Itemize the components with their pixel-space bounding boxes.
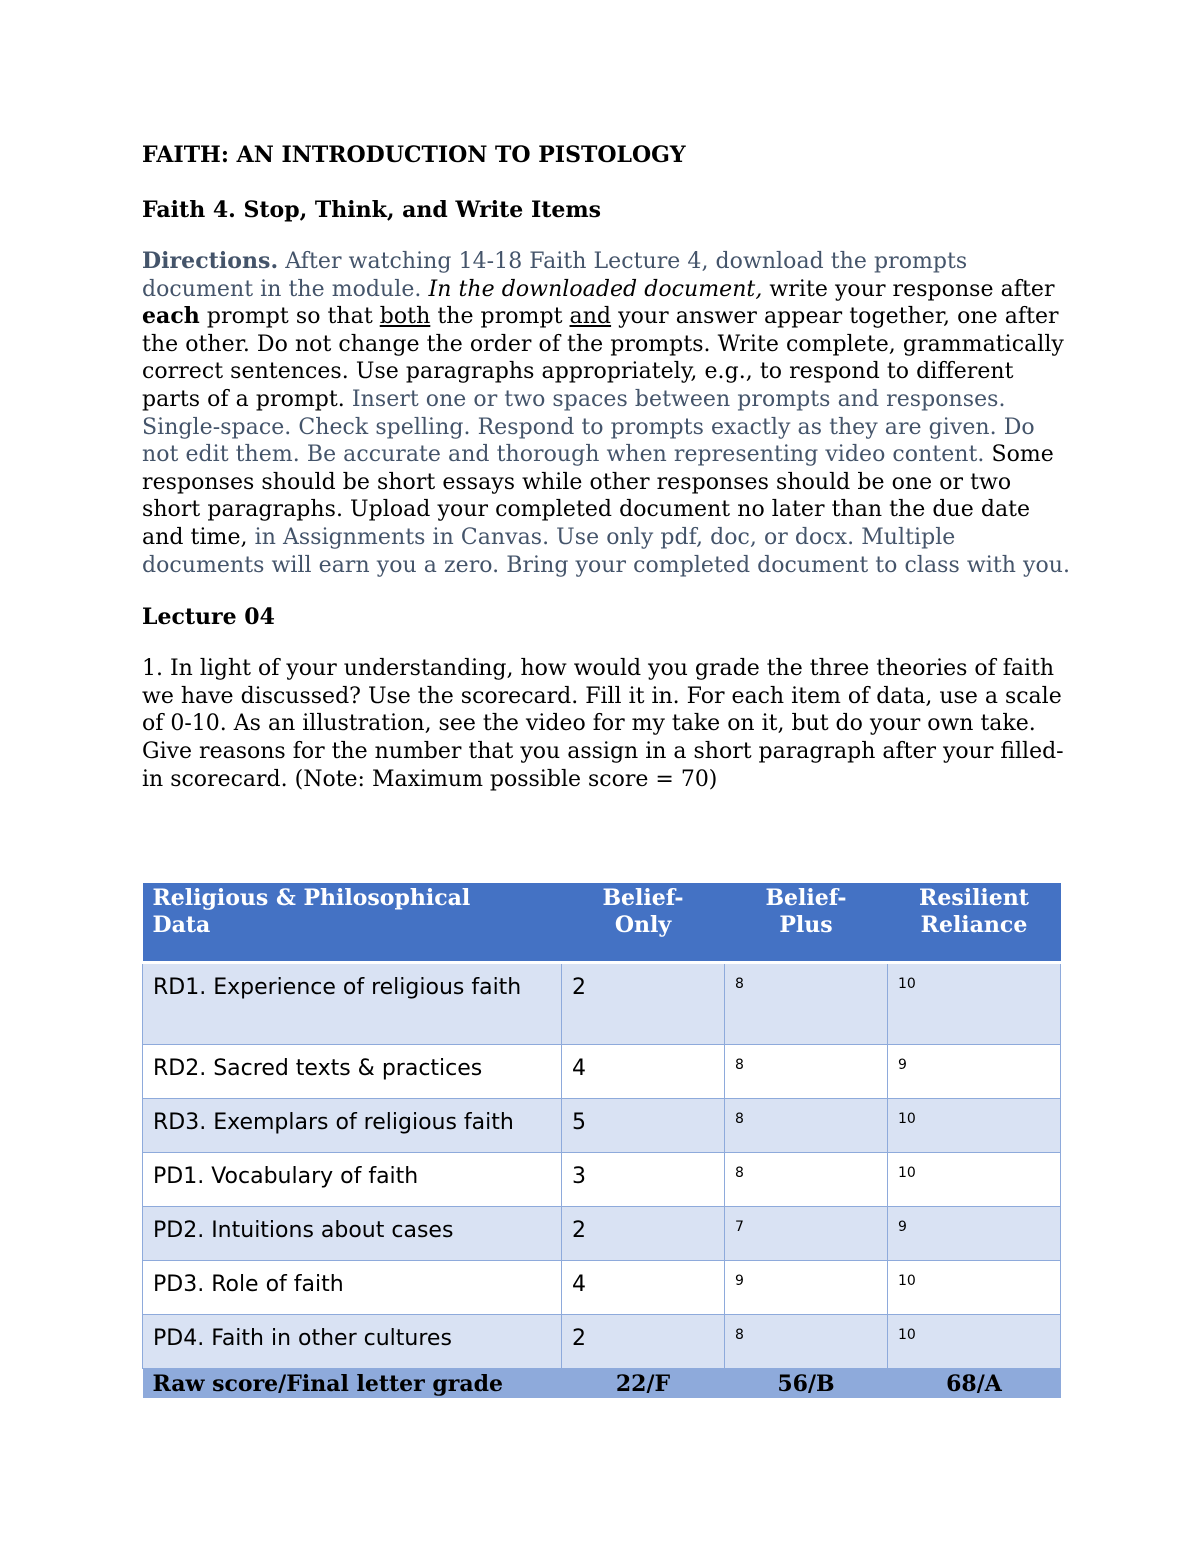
directions-text-7: the prompt xyxy=(430,304,570,330)
scorecard-table xyxy=(142,883,1061,1398)
belief-only-score: 2 xyxy=(562,962,725,1044)
belief-only-score: 4 xyxy=(562,1044,725,1098)
table-row xyxy=(143,1044,1061,1098)
question-1: 1. In light of your understanding, how would you grade the three theories of faith we have discussed? Use the scorecard. Fill it in. For each item of data, use a scale of 0-10. As an illustration, see the video for my take on it, but do your own take. Give reasons for the number that you assign in a short paragraph after your filled-in scorecard. (Note: Maximum possible score = 70) xyxy=(142,656,1064,792)
directions-text-12: in Assignments in Canvas. Use only pdf, doc, or docx. Multiple documents will earn you a zero. Bring your completed document to class with you. xyxy=(142,524,1071,578)
row-label: PD2. Intuitions about cases xyxy=(143,1206,562,1260)
directions-text-1: After watching 14-18 Faith Lecture 4, download the prompts document in the module. xyxy=(142,249,968,302)
total-belief-only: 22/F xyxy=(562,1368,725,1398)
header-belief-plus-line-2: Plus xyxy=(779,912,833,938)
row-label: PD4. Faith in other cultures xyxy=(143,1314,562,1368)
belief-only-score: 5 xyxy=(562,1098,725,1152)
total-resilient-reliance: 68/A xyxy=(888,1368,1061,1398)
header-belief-only xyxy=(562,883,725,962)
header-belief-plus-line-1: Belief- xyxy=(765,885,847,911)
directions-text-11: Some responses should be short essays while other responses should be one or two short paragraphs. Upload your completed document no later than the due date and time, xyxy=(142,442,1054,550)
resilient-reliance-score: 10 xyxy=(888,1152,1061,1206)
table-row xyxy=(143,1098,1061,1152)
table-row xyxy=(143,962,1061,1044)
directions-text-2: In the downloaded document, xyxy=(428,276,763,302)
belief-only-score: 3 xyxy=(562,1152,725,1206)
directions-text-4: each xyxy=(142,303,200,330)
row-label: RD2. Sacred texts & practices xyxy=(143,1044,562,1098)
header-resilient-reliance-line-1: Resilient xyxy=(919,885,1029,911)
row-label: PD1. Vocabulary of faith xyxy=(143,1152,562,1206)
header-resilient-reliance xyxy=(888,883,1061,962)
row-label: RD1. Experience of religious faith xyxy=(143,962,562,1044)
row-label: RD3. Exemplars of religious faith xyxy=(143,1098,562,1152)
directions-text-5: prompt so that xyxy=(199,304,380,330)
belief-plus-score: 8 xyxy=(725,962,888,1044)
directions-label: Directions. xyxy=(142,248,279,274)
belief-only-score: 4 xyxy=(562,1260,725,1314)
total-row xyxy=(143,1368,1061,1398)
total-belief-plus: 56/B xyxy=(725,1368,888,1398)
header-belief-only-line-2: Only xyxy=(614,912,672,938)
resilient-reliance-score: 10 xyxy=(888,962,1061,1044)
total-label: Raw score/Final letter grade xyxy=(143,1368,562,1398)
document-subtitle: Faith 4. Stop, Think, and Write Items xyxy=(142,197,602,223)
table-row xyxy=(143,1152,1061,1206)
directions-text-6: both xyxy=(379,304,431,330)
belief-only-score: 2 xyxy=(562,1314,725,1368)
header-resilient-reliance-line-2: Reliance xyxy=(920,912,1028,938)
belief-plus-score: 8 xyxy=(725,1044,888,1098)
table-row xyxy=(143,1314,1061,1368)
resilient-reliance-score: 10 xyxy=(888,1098,1061,1152)
header-belief-plus xyxy=(725,883,888,962)
header-data-line-2: Data xyxy=(152,912,211,938)
belief-plus-score: 8 xyxy=(725,1152,888,1206)
resilient-reliance-score: 10 xyxy=(888,1260,1061,1314)
table-row xyxy=(143,1260,1061,1314)
belief-plus-score: 8 xyxy=(725,1314,888,1368)
row-label: PD3. Role of faith xyxy=(143,1260,562,1314)
table-row xyxy=(143,1206,1061,1260)
resilient-reliance-score: 9 xyxy=(888,1044,1061,1098)
directions-text-10: Insert one or two spaces between prompts and responses. Single-space. Check spelling. Respond to prompts exactly as they are given. Do not edit them. Be accurate and thorough when representing video content. xyxy=(142,386,1035,468)
belief-only-score: 2 xyxy=(562,1206,725,1260)
scorecard-header-row xyxy=(143,883,1061,962)
document-title: FAITH: AN INTRODUCTION TO PISTOLOGY xyxy=(142,142,686,168)
header-data xyxy=(143,883,562,962)
directions-text-3: write your response after xyxy=(762,276,1055,302)
header-data-line-1: Religious & Philosophical xyxy=(152,885,471,911)
resilient-reliance-score: 10 xyxy=(888,1314,1061,1368)
header-belief-only-line-1: Belief- xyxy=(602,885,684,911)
directions-paragraph xyxy=(142,248,1072,579)
directions-text-9: your answer appear together, one after the other. Do not change the order of the prompts. Write complete, grammatically correct sentences. Use paragraphs appropriately, e.g., to respond to different parts of a prompt. xyxy=(142,304,1064,412)
lecture-heading: Lecture 04 xyxy=(142,604,275,631)
belief-plus-score: 7 xyxy=(725,1206,888,1260)
belief-plus-score: 9 xyxy=(725,1260,888,1314)
belief-plus-score: 8 xyxy=(725,1098,888,1152)
document-page xyxy=(142,138,1072,811)
resilient-reliance-score: 9 xyxy=(888,1206,1061,1260)
directions-text-8: and xyxy=(569,304,612,330)
